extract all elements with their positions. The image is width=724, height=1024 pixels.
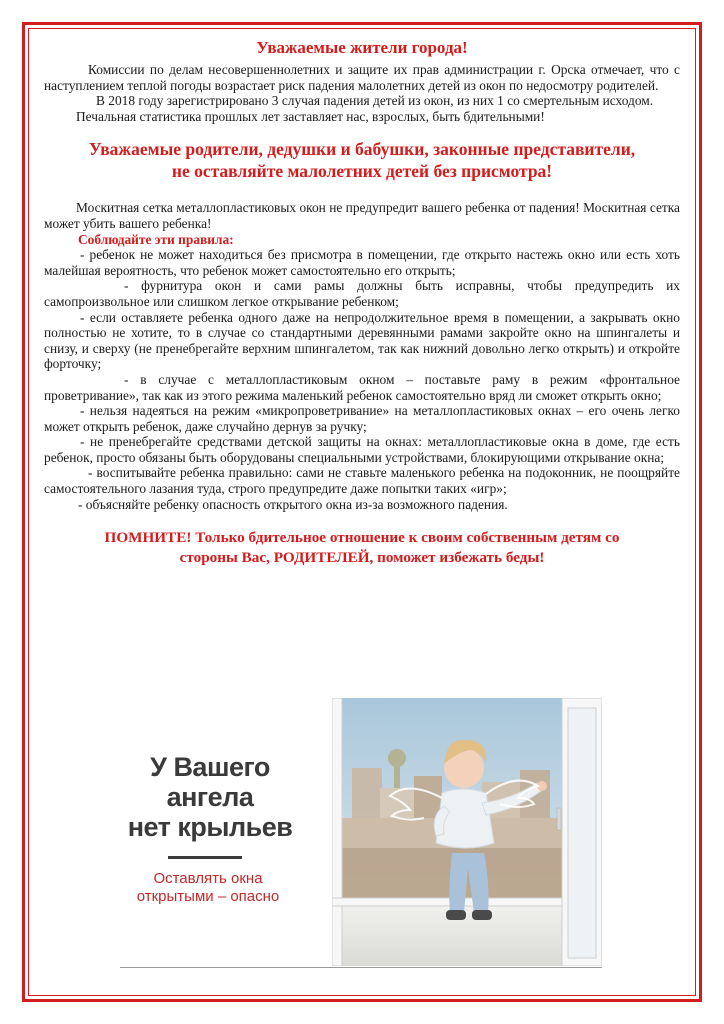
poster-subline-line: Оставлять окна: [153, 870, 263, 887]
poster-divider: [168, 856, 242, 859]
mosquito-net-warning: Москитная сетка металлопластиковых окон не предупредит вашего ребенка от падения! Москитная сетка может убить вашего ребенка!: [44, 200, 680, 231]
poster-headline-line: У Вашего: [150, 752, 270, 782]
rule-item: - не пренебрегайте средствами детской защиты на окнах: металлопластиковые окна в доме, где есть ребенок, просто обязаны быть оборудованы специальными устройствами, блокирующими открывание окна;: [44, 434, 680, 465]
rule-item: - в случае с металлопластиковым окном – поставьте раму в режим «фронтальное проветривание», так как из этого режима маленький ребенок самостоятельно вряд ли сможет открыть окно;: [44, 371, 680, 403]
poster-headline-line: ангела: [166, 782, 254, 812]
appeal-heading-line-2: не оставляйте малолетних детей без присмотра!: [171, 161, 553, 182]
poster-bottom-rule: [120, 967, 602, 968]
poster-text-panel: [120, 698, 332, 966]
poster-subline-line: открытыми – опасно: [136, 888, 280, 905]
appeal-heading-line-1: Уважаемые родители, дедушки и бабушки, законные представители,: [88, 139, 636, 160]
rules-heading: Соблюдайте эти правила:: [78, 231, 234, 247]
rule-item: - ребенок не может находиться без присмотра в помещении, где открыто настежь окно или есть хоть малейшая вероятность, что ребенок может самостоятельно его открыть;: [44, 247, 680, 278]
remember-line-2: стороны Вас, РОДИТЕЛЕЙ, поможет избежать беды!: [179, 549, 545, 567]
rule-item: - если оставляете ребенка одного даже на непродолжительное время в помещении, а закрывать окно полностью не хотите, то в случае со стандартными деревянными рамами закройте окно на шпингалеты и снизу, и сверху (не пренебрегайте верхним шпингалетом, так как нижний довольно легко открыть) и откройте форточку;: [44, 309, 680, 372]
remember-line-1: ПОМНИТЕ! Только бдительное отношение к своим собственным детям со: [104, 529, 620, 547]
leaflet-content: [44, 38, 680, 568]
remember-callout: [44, 528, 680, 568]
rule-item: - объясняйте ребенку опасность открытого окна из-за возможного падения.: [78, 496, 508, 512]
rule-item: - фурнитура окон и сами рамы должны быть исправны, чтобы предупредить их самопроизвольное или слишком легкое открывание ребенком;: [44, 278, 680, 309]
rule-item: - воспитывайте ребенка правильно: сами не ставьте маленького ребенка на подоконник, не поощряйте самостоятельного лазания туда, строго предупредите даже попытки таких «игр»;: [44, 465, 680, 497]
intro-paragraph-commission: Комиссии по делам несовершеннолетних и защите их прав администрации г. Орска отмечает, что с наступлением теплой погоды возрастает риск падения малолетних детей из окон по недосмотру родителей.: [44, 62, 680, 93]
window-handle: [557, 808, 561, 830]
page-title: Уважаемые жители города!: [256, 38, 468, 57]
poster-subline: [120, 870, 296, 906]
intro-paragraph-statistics: В 2018 году зарегистрировано 3 случая падения детей из окон, из них 1 со смертельным исходом.: [96, 93, 654, 109]
appeal-heading: [44, 138, 680, 182]
rule-item: - нельзя надеяться на режим «микропроветривание» на металлопластиковых окнах – его очень легко может открыть ребенок, даже случайно дернув за ручку;: [44, 403, 680, 434]
intro-paragraph-vigilance: Печальная статистика прошлых лет заставляет нас, взрослых, быть бдительными!: [76, 108, 545, 124]
poster-headline: [120, 752, 300, 842]
safety-poster: [120, 698, 602, 966]
child-at-window-illustration: [332, 698, 602, 966]
poster-headline-line: нет крыльев: [127, 812, 293, 842]
